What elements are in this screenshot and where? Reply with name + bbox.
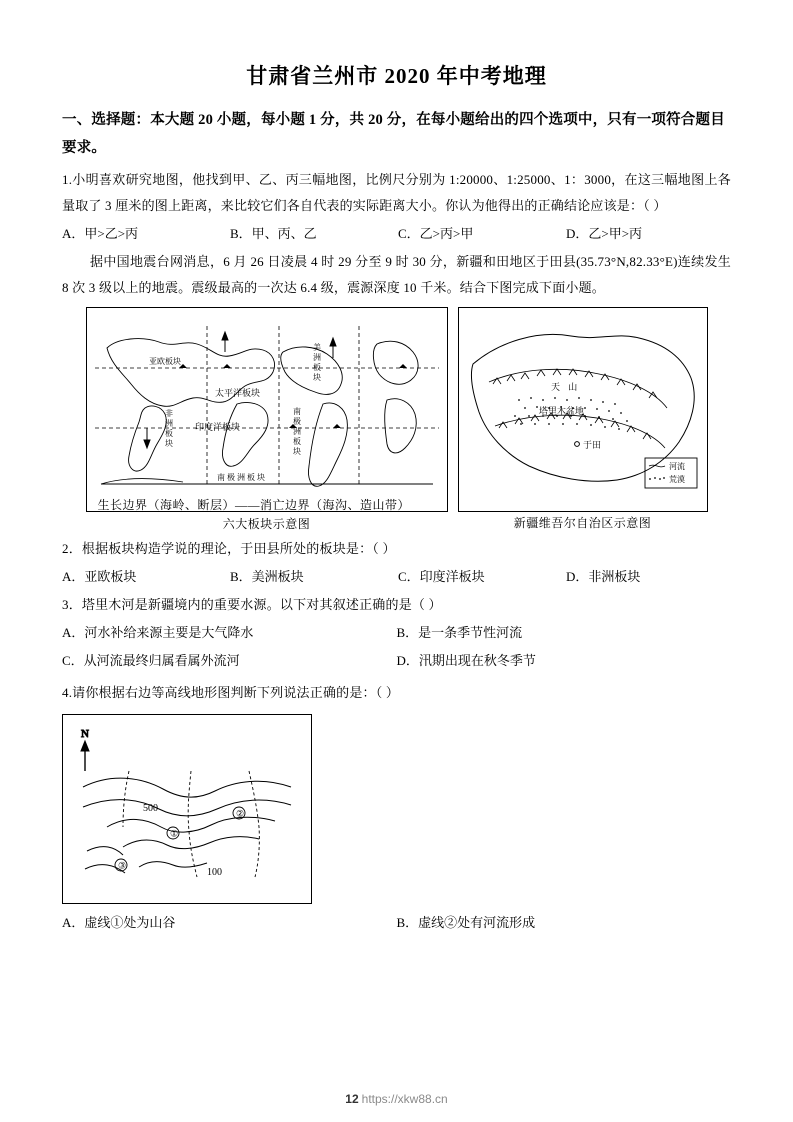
option-c: C．乙>丙>甲 — [398, 225, 474, 241]
option-b: B．美洲板块 — [230, 568, 304, 584]
question-3-stem: 3．塔里木河是新疆境内的重要水源。以下对其叙述正确的是（ ） — [62, 596, 442, 612]
option-a: A．亚欧板块 — [62, 568, 137, 584]
svg-text:板: 板 — [292, 436, 301, 446]
svg-text:板: 板 — [312, 362, 321, 372]
plate-map-drawing — [87, 308, 447, 511]
svg-text:块: 块 — [164, 438, 173, 448]
svg-text:块: 块 — [312, 372, 321, 382]
figure-row-maps — [62, 307, 731, 532]
option-d: D．乙>甲>丙 — [566, 225, 643, 241]
question-1-options — [62, 221, 731, 247]
legend-river: 河流 — [668, 461, 685, 471]
contour-map-drawing — [63, 715, 311, 903]
plate-label-antarctic-2: 南 极 洲 板 块 — [216, 472, 265, 482]
plate-map-legend: 生长边界（海岭、断层）——消亡边界（海沟、造山带） — [97, 497, 411, 512]
contour-map-frame — [62, 714, 312, 904]
page-title: 甘肃省兰州市 2020 年中考地理 — [246, 64, 547, 88]
option-d: D．汛期出现在秋冬季节 — [396, 652, 536, 668]
question-3-options-row1 — [62, 620, 731, 646]
footer-url: https://xkw88.cn — [361, 1092, 448, 1106]
plate-label-eurasia: 亚欧板块 — [148, 356, 181, 366]
option-a: A．河水补给来源主要是大气降水 — [62, 624, 254, 640]
xinjiang-label-tianshan: 天 山 — [550, 381, 580, 392]
question-2-options — [62, 564, 731, 590]
question-4-options — [62, 910, 731, 936]
point-label-3: ③ — [118, 860, 127, 871]
option-a: A．虚线①处为山谷 — [62, 914, 176, 930]
xinjiang-label-yutian: 于田 — [582, 439, 601, 450]
svg-text:极: 极 — [292, 416, 301, 426]
svg-text:板: 板 — [164, 428, 173, 438]
page-number: 12 — [345, 1092, 359, 1106]
north-label: N — [81, 727, 89, 740]
option-b: B．甲、丙、乙 — [230, 225, 317, 241]
xinjiang-map-caption: 新疆维吾尔自治区示意图 — [513, 515, 652, 530]
question-1-stem: 1.小明喜欢研究地图，他找到甲、乙、丙三幅地图，比例尺分别为 1:20000、1:25000、1：3000，在这三幅地图上各量取了 3 厘米的图上距离，来比较它们各自代表的实际距离大小。你认为他得出的正确结论应该是：（ ） — [62, 171, 731, 213]
svg-text:洲: 洲 — [164, 418, 173, 428]
plate-map-caption: 六大板块示意图 — [222, 516, 311, 531]
xinjiang-map-drawing — [459, 308, 707, 511]
point-label-2: ② — [236, 808, 245, 819]
xinjiang-map-frame — [458, 307, 708, 512]
question-4-stem: 4.请你根据右边等高线地形图判断下列说法正确的是：（ ） — [62, 684, 400, 700]
xinjiang-map-figure — [458, 307, 708, 532]
plate-label-africa: 非 — [164, 408, 173, 418]
plate-map-frame — [86, 307, 448, 512]
plate-label-indian: 印度洋板块 — [194, 421, 240, 432]
page-footer — [0, 1092, 793, 1106]
legend-desert: 荒漠 — [668, 474, 685, 484]
plate-map-figure — [86, 307, 448, 532]
svg-text:块: 块 — [292, 446, 301, 456]
point-label-1: ① — [170, 828, 179, 839]
option-d: D．非洲板块 — [566, 568, 641, 584]
contour-figure — [62, 714, 731, 904]
plate-label-america: 美 — [312, 342, 321, 352]
svg-text:洲: 洲 — [312, 352, 321, 362]
contour-label-100: 100 — [207, 866, 222, 878]
option-c: C．印度洋板块 — [398, 568, 485, 584]
question-3-options-row2 — [62, 648, 731, 674]
material-1-text: 据中国地震台网消息，6 月 26 日凌晨 4 时 29 分至 9 时 30 分，新疆和田地区于田县(35.73°N,82.33°E)连续发生 8 次 3 级以上的地震。震级最高的一次达 6.4 级，震源深度 10 千米。结合下图完成下面小题。 — [62, 253, 731, 295]
option-b: B．是一条季节性河流 — [396, 624, 523, 640]
question-2-stem: 2．根据板块构造学说的理论，于田县所处的板块是：（ ） — [62, 540, 396, 556]
plate-label-pacific: 太平洋板块 — [214, 387, 260, 398]
xinjiang-label-tarim: 塔里木盆地 — [538, 405, 584, 416]
svg-text:洲: 洲 — [292, 426, 301, 436]
option-c: C．从河流最终归属看属外流河 — [62, 652, 240, 668]
option-b: B．虚线②处有河流形成 — [396, 914, 536, 930]
section-heading: 一、选择题：本大题 20 小题，每小题 1 分，共 20 分，在每小题给出的四个选项中，只有一项符合题目要求。 — [62, 112, 725, 157]
contour-label-500: 500 — [143, 802, 158, 814]
option-a: A．甲>乙>丙 — [62, 225, 139, 241]
plate-label-antarctic-1: 南 — [292, 406, 301, 416]
